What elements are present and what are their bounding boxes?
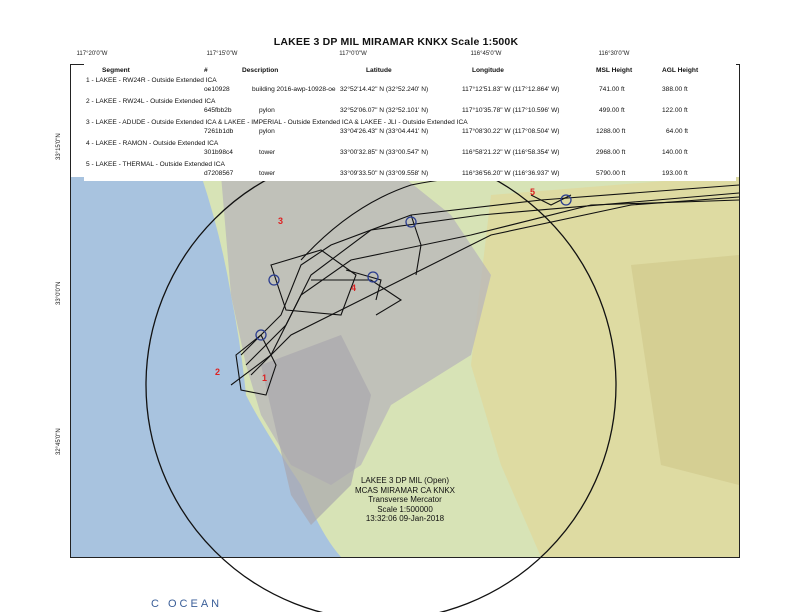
lat-label-2: 33°0'0"N	[56, 281, 62, 305]
obstacle-table	[84, 64, 736, 181]
col-segment: Segment	[102, 67, 130, 74]
col-msl: MSL Height	[596, 67, 633, 74]
legend-scale: Scale 1:500000	[377, 504, 433, 514]
segment-name: 3 - LAKEE - ADUDE - Outside Extended ICA & LAKEE - IMPERIAL - Outside Extended ICA & LAKEE - JLI - Outside Extended ICA	[86, 119, 468, 126]
obstacle-latitude: 33°00'32.85" N (33°00.547' N)	[340, 149, 429, 156]
obstacle-latitude: 33°04'26.43" N (33°04.441' N)	[340, 128, 429, 135]
obstacle-longitude: 116°58'21.22" W (116°58.354' W)	[462, 149, 560, 156]
lat-label-3: 32°45'0"N	[56, 428, 62, 455]
obstacle-msl: 2968.00 ft	[596, 149, 626, 156]
obstacle-agl: 140.00 ft	[662, 149, 688, 156]
obstacle-msl: 499.00 ft	[599, 107, 625, 114]
lon-label-4: 116°45'0"W	[470, 51, 502, 57]
obstacle-description: pylon	[259, 107, 275, 114]
obstacle-agl: 64.00 ft	[666, 128, 688, 135]
obstacle-marker-4[interactable]: 4	[351, 283, 357, 293]
obstacle-id: 301b98c4	[204, 149, 233, 156]
obstacle-latitude: 33°09'33.50" N (33°09.558' N)	[340, 170, 429, 177]
table-header	[84, 64, 736, 76]
legend-procedure: LAKEE 3 DP MIL (Open)	[360, 476, 450, 485]
segment-name: 1 - LAKEE - RW24R - Outside Extended ICA	[86, 77, 217, 84]
lon-label-5: 116°30'0"W	[598, 51, 630, 57]
table-row[interactable]	[84, 139, 736, 160]
ocean-label: C OCEAN	[151, 598, 223, 610]
obstacle-marker-3[interactable]: 3	[278, 216, 284, 226]
obstacle-agl: 122.00 ft	[662, 107, 688, 114]
segment-name: 4 - LAKEE - RAMON - Outside Extended ICA	[86, 140, 219, 147]
obstacle-latitude: 32°52'06.07" N (32°52.101' N)	[340, 107, 429, 114]
obstacle-msl: 1288.00 ft	[596, 128, 626, 135]
obstacle-longitude: 117°12'51.83" W (117°12.864' W)	[462, 86, 560, 93]
obstacle-description: tower	[259, 149, 276, 156]
obstacle-msl: 741.00 ft	[599, 86, 625, 93]
obstacle-id: d7208567	[204, 170, 234, 177]
obstacle-agl: 193.00 ft	[662, 170, 688, 177]
obstacle-description: building 2016-awp-10928-oe	[252, 86, 336, 93]
table-row[interactable]	[84, 118, 736, 139]
obstacle-longitude: 117°10'35.78" W (117°10.596' W)	[462, 107, 560, 114]
obstacle-agl: 388.00 ft	[662, 86, 688, 93]
segment-name: 5 - LAKEE - THERMAL - Outside Extended ICA	[86, 161, 225, 168]
obstacle-longitude: 116°36'56.20" W (116°36.937' W)	[462, 170, 560, 177]
col-num: #	[204, 67, 208, 74]
obstacle-marker-1[interactable]: 1	[262, 373, 268, 383]
map-legend	[330, 476, 480, 524]
obstacle-msl: 5790.00 ft	[596, 170, 626, 177]
legend-projection: Transverse Mercator	[368, 495, 442, 505]
obstacle-id: 645fbb2b	[204, 107, 232, 114]
obstacle-description: tower	[259, 170, 276, 177]
obstacle-marker-2[interactable]: 2	[215, 367, 221, 377]
lat-label-1: 33°15'0"N	[56, 133, 62, 160]
table-row[interactable]	[84, 76, 736, 97]
col-longitude: Longitude	[472, 67, 504, 74]
legend-timestamp: 13:32:06 09-Jan-2018	[365, 514, 445, 524]
obstacle-latitude: 32°52'14.42" N (32°52.240' N)	[340, 86, 429, 93]
obstacle-longitude: 117°08'30.22" W (117°08.504' W)	[462, 128, 560, 135]
lon-label-3: 117°0'0"W	[339, 51, 367, 57]
col-latitude: Latitude	[366, 67, 392, 74]
obstacle-id: 7261b1db	[204, 128, 234, 135]
lon-label-2: 117°15'0"W	[206, 51, 238, 57]
page-title: LAKEE 3 DP MIL MIRAMAR KNKX Scale 1:500K	[273, 36, 519, 48]
table-row[interactable]	[84, 97, 736, 118]
obstacle-description: pylon	[259, 128, 275, 135]
legend-airport: MCAS MIRAMAR CA KNKX	[354, 485, 455, 495]
segment-name: 2 - LAKEE - RW24L - Outside Extended ICA	[86, 98, 216, 105]
table-row[interactable]	[84, 160, 736, 181]
col-agl: AGL Height	[662, 67, 699, 74]
obstacle-marker-5[interactable]: 5	[530, 187, 536, 197]
obstacle-id: oe10928	[204, 86, 230, 93]
col-description: Description	[242, 67, 279, 74]
lon-label-1: 117°20'0"W	[76, 51, 108, 57]
